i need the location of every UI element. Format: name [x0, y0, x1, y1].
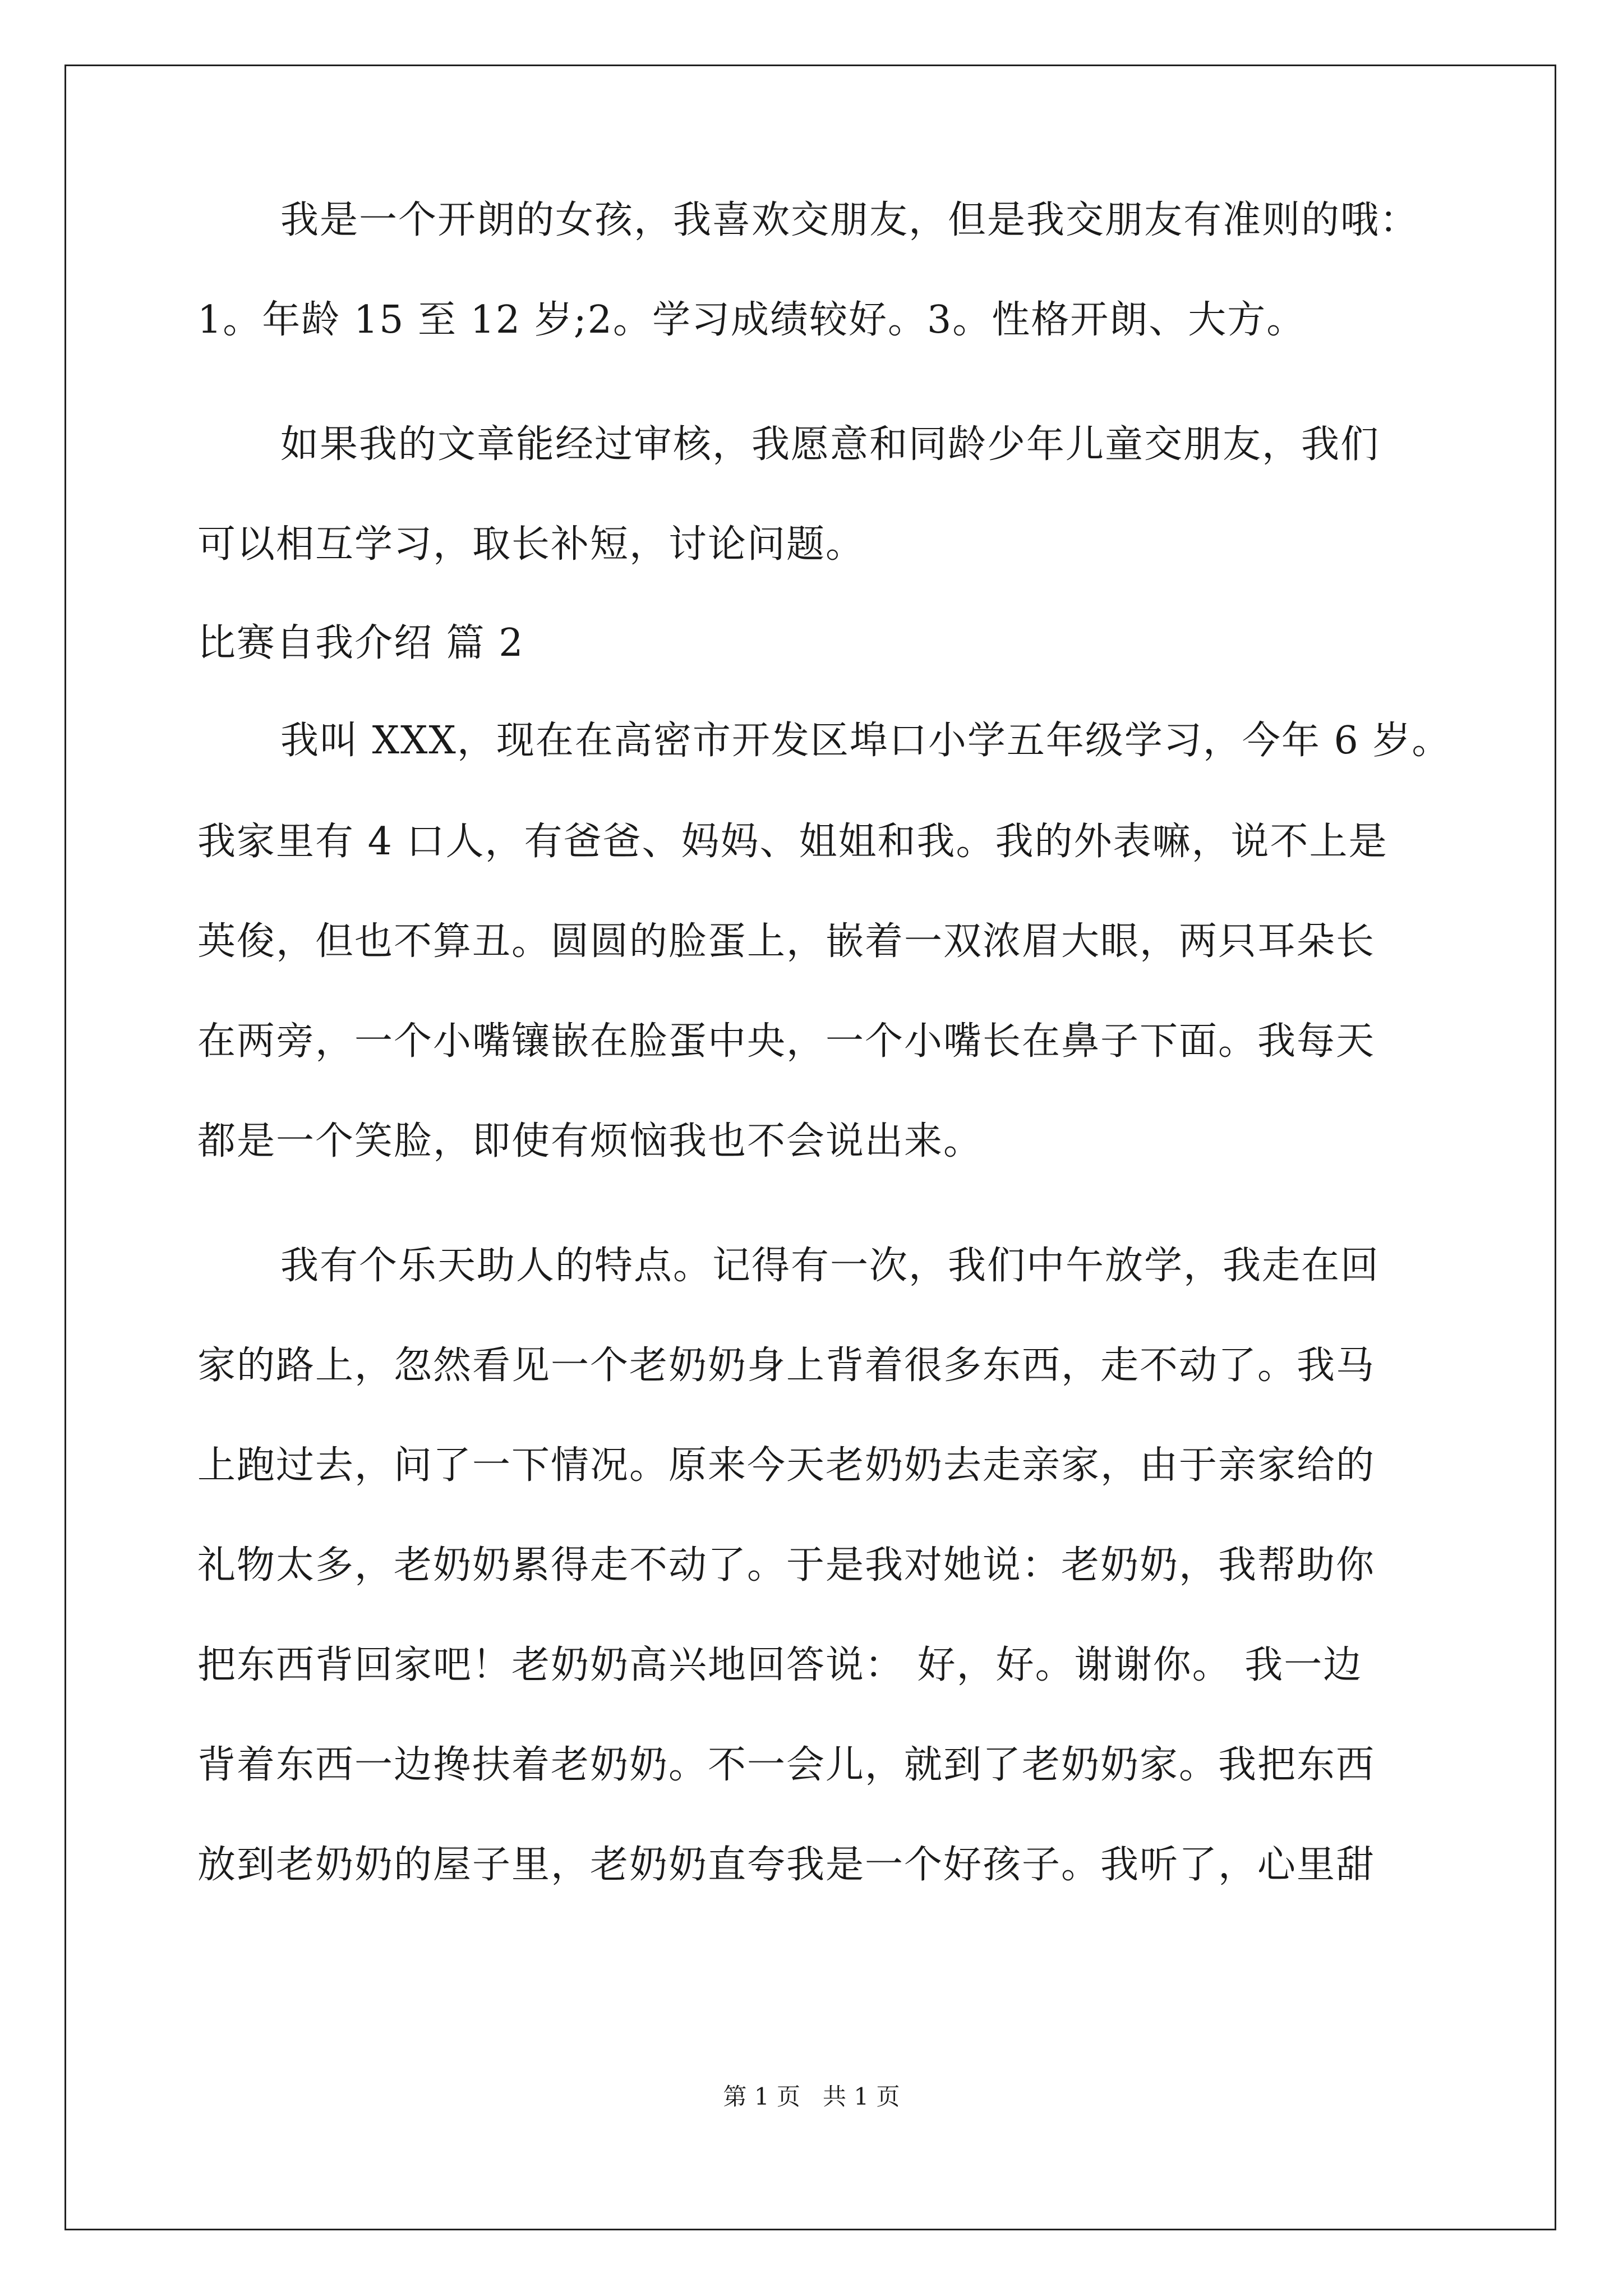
- paragraph-1-line-2: 1。年龄 15 至 12 岁;2。学习成绩较好。3。性格开朗、大方。: [197, 298, 1306, 342]
- paragraph-4-line-1: 我有个乐天助人的特点。记得有一次，我们中午放学，我走在回: [280, 1244, 1380, 1288]
- paragraph-4-line-5: 把东西背回家吧！老奶奶高兴地回答说： 好，好。谢谢你。 我一边: [197, 1643, 1363, 1687]
- paragraph-3-line-3: 英俊，但也不算丑。圆圆的脸蛋上，嵌着一双浓眉大眼，两只耳朵长: [197, 919, 1376, 964]
- paragraph-3-line-5: 都是一个笑脸，即使有烦恼我也不会说出来。: [197, 1119, 983, 1163]
- paragraph-4-line-6: 背着东西一边搀扶着老奶奶。不一会儿，就到了老奶奶家。我把东西: [197, 1743, 1376, 1787]
- paragraph-2-line-1: 如果我的文章能经过审核，我愿意和同龄少年儿童交朋友，我们: [280, 422, 1380, 467]
- paragraph-3-line-1: 我叫 XXX，现在在高密市开发区埠口小学五年级学习，今年 6 岁。: [280, 719, 1451, 763]
- paragraph-3-line-2: 我家里有 4 口人，有爸爸、妈妈、姐姐和我。我的外表嘛，说不上是: [197, 820, 1388, 864]
- paragraph-4-line-2: 家的路上，忽然看见一个老奶奶身上背着很多东西，走不动了。我马: [197, 1343, 1376, 1388]
- paragraph-3-line-4: 在两旁，一个小嘴镶嵌在脸蛋中央，一个小嘴长在鼻子下面。我每天: [197, 1019, 1376, 1064]
- paragraph-4-line-3: 上跑过去，问了一下情况。原来今天老奶奶去走亲家，由于亲家给的: [197, 1443, 1376, 1488]
- paragraph-4-line-7: 放到老奶奶的屋子里，老奶奶直夸我是一个好孩子。我听了，心里甜: [197, 1843, 1376, 1887]
- section-heading: 比赛自我介绍 篇 2: [197, 621, 524, 665]
- paragraph-2-line-2: 可以相互学习，取长补短，讨论问题。: [197, 522, 865, 567]
- paragraph-4-line-4: 礼物太多，老奶奶累得走不动了。于是我对她说：老奶奶，我帮助你: [197, 1543, 1376, 1588]
- paragraph-1-line-1: 我是一个开朗的女孩，我喜欢交朋友，但是我交朋友有准则的哦：: [280, 198, 1419, 242]
- page-footer: 第 1 页 共 1 页: [723, 2083, 900, 2110]
